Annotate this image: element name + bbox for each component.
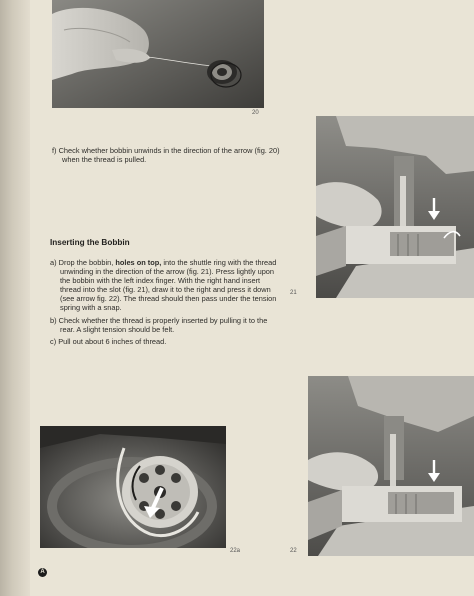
step-a-lead: Drop the bobbin, xyxy=(58,258,114,267)
instruction-steps xyxy=(50,258,282,346)
step-a xyxy=(50,258,282,313)
step-f xyxy=(52,146,284,164)
figure-20-photo xyxy=(52,0,264,108)
step-a-text: into the shuttle ring with the thread unwinding in the direction of the arrow (fig. 21). Press lightly upon the bobbin with the left index finger. With the right hand insert thread into the slot (fig. 21), draw it to the right and press it down (see arrow fig. 22). The thread should then pass under the tension spring with a snap. xyxy=(60,258,277,313)
bobbin-shuttle-illustration xyxy=(40,426,226,548)
step-a-emphasis: holes on top, xyxy=(115,258,162,267)
step-b-text: Check whether the thread is properly inserted by pulling it to the rear. A slight tension should be felt. xyxy=(58,315,268,334)
figure-22a-number: 22a xyxy=(230,548,241,554)
step-b-marker: b) xyxy=(50,315,57,325)
step-a-marker: a) xyxy=(50,258,57,267)
machine-thread-illustration xyxy=(308,376,474,556)
step-b xyxy=(50,316,282,334)
step-f-marker: f) xyxy=(52,146,57,155)
figure-20-number: 20 xyxy=(252,110,259,116)
figure-22-photo xyxy=(308,376,474,556)
section-heading-inserting-bobbin: Inserting the Bobbin xyxy=(50,238,130,247)
page-binding-shadow xyxy=(0,0,30,596)
hand-bobbin-illustration xyxy=(52,0,264,108)
page-marker-badge: A xyxy=(38,568,47,577)
step-c xyxy=(50,337,282,346)
step-c-text: Pull out about 6 inches of thread. xyxy=(58,336,167,346)
figure-21-photo xyxy=(316,116,474,298)
figure-21-number: 21 xyxy=(290,290,297,296)
machine-needle-illustration xyxy=(316,116,474,298)
figure-22-number: 22 xyxy=(290,548,297,554)
figure-22a-photo xyxy=(40,426,226,548)
step-f-text: Check whether bobbin unwinds in the direction of the arrow (fig. 20) when the thread is pulled. xyxy=(58,146,280,165)
step-c-marker: c) xyxy=(50,336,57,346)
